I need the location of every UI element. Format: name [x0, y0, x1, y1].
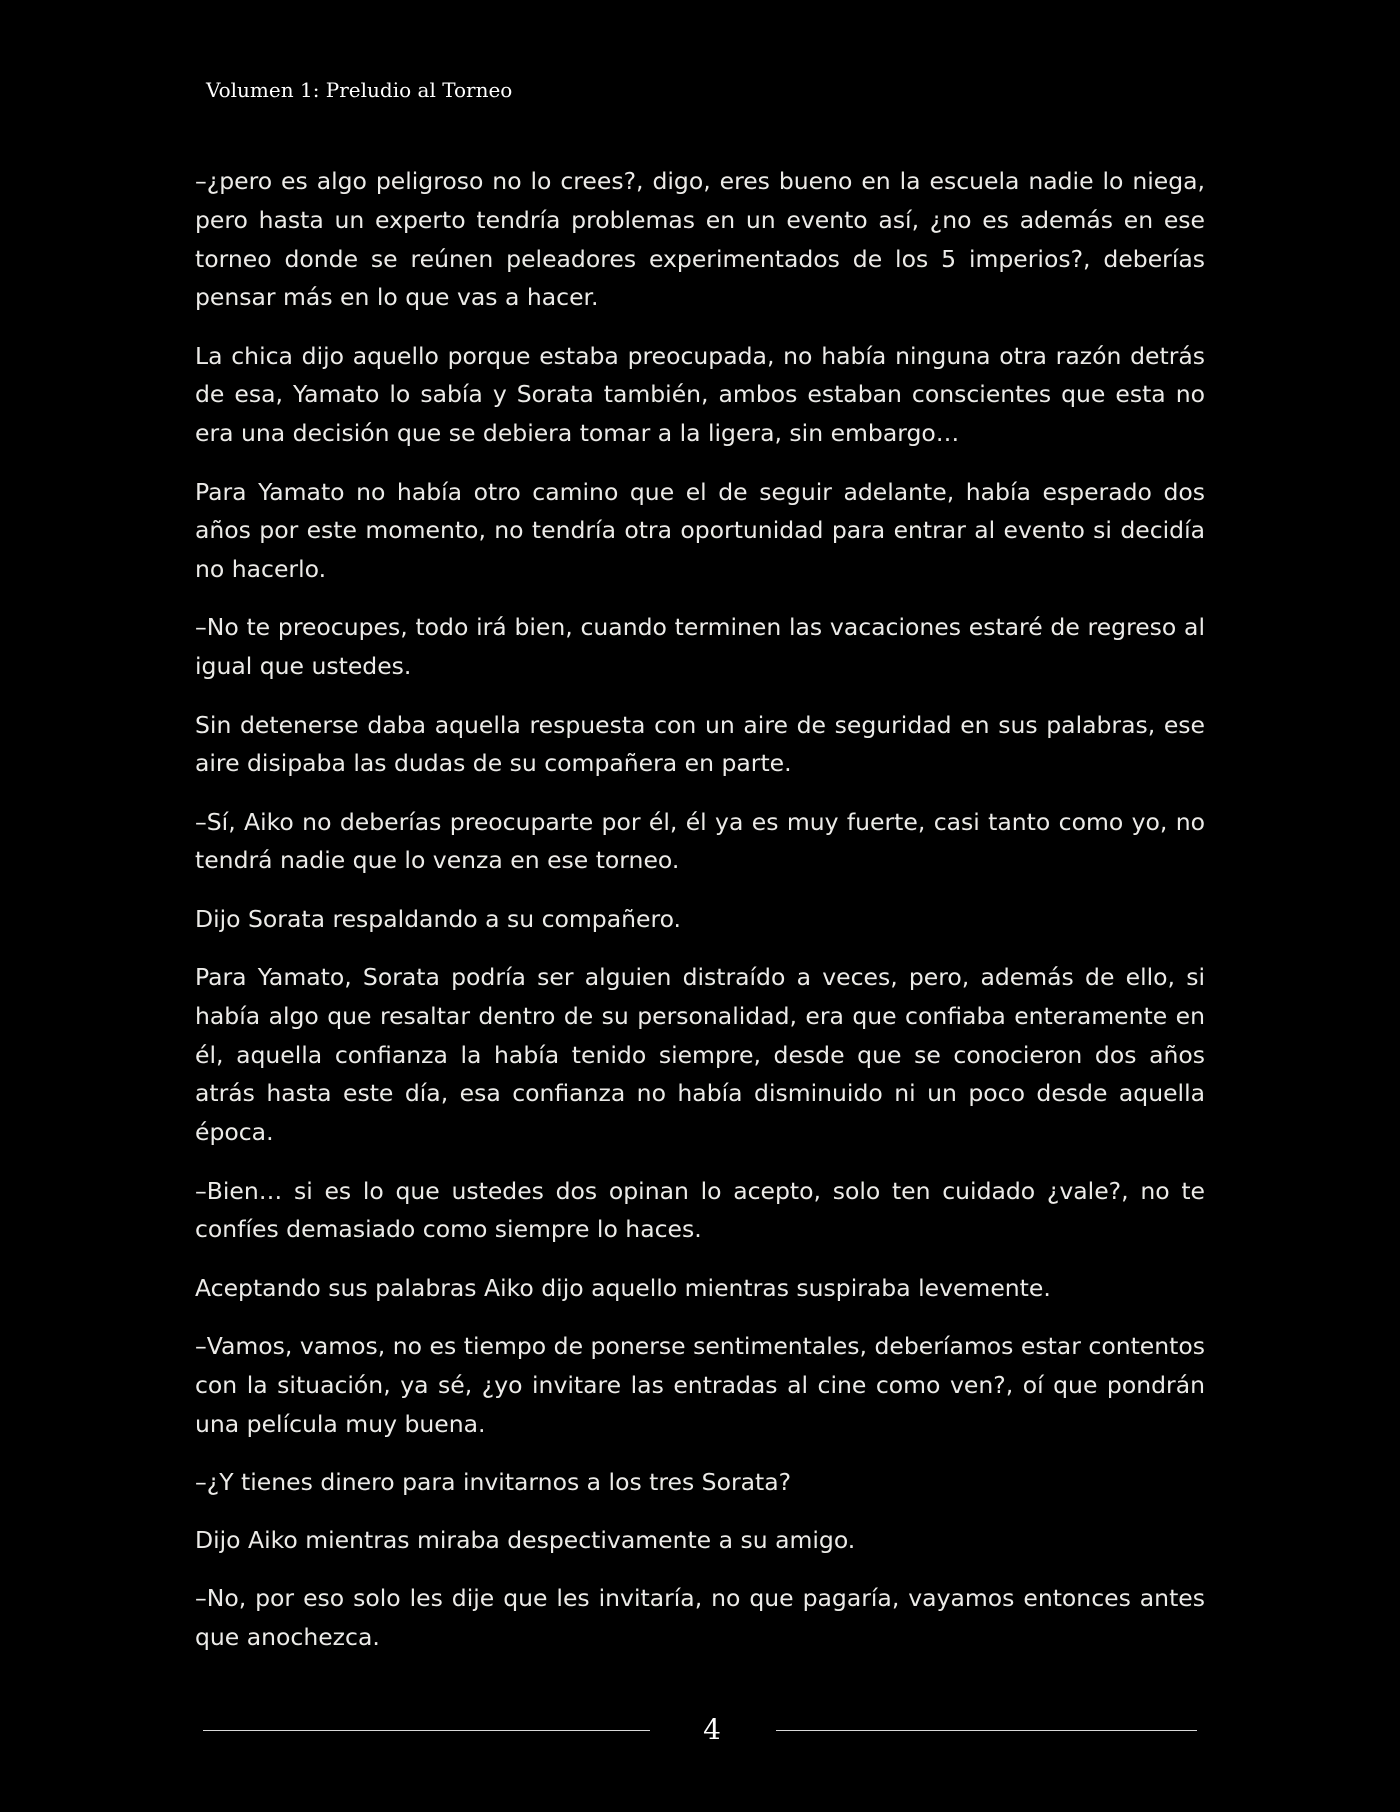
footer-rule-left [203, 1730, 650, 1731]
paragraph: –No, por eso solo les dije que les invitaría, no que pagaría, vayamos entonces antes que anochezca. [195, 1584, 1205, 1652]
paragraph: Para Yamato no había otro camino que el de seguir adelante, había esperado dos años por este momento, no tendría otra oportunidad para entrar al evento si decidía no hacerlo. [195, 477, 1205, 584]
paragraph: Sin detenerse daba aquella respuesta con un aire de seguridad en sus palabras, ese aire disipaba las dudas de su compañera en parte. [195, 710, 1205, 778]
paragraph: –Sí, Aiko no deberías preocuparte por él, él ya es muy fuerte, casi tanto como yo, no tendrá nadie que lo venza en ese torneo. [195, 807, 1205, 875]
paragraph: –No te preocupes, todo irá bien, cuando terminen las vacaciones estaré de regreso al igual que ustedes. [195, 613, 1205, 681]
paragraph: –Bien… si es lo que ustedes dos opinan lo acepto, solo ten cuidado ¿vale?, no te confíes demasiado como siempre lo haces. [195, 1176, 1205, 1244]
paragraph: –Vamos, vamos, no es tiempo de ponerse sentimentales, deberíamos estar contentos con la situación, ya sé, ¿yo invitare las entradas al cine como ven?, oí que pondrán una película muy buena. [195, 1331, 1205, 1438]
paragraph: Dijo Aiko mientras miraba despectivamente a su amigo. [195, 1526, 856, 1555]
paragraph: –¿pero es algo peligroso no lo crees?, digo, eres bueno en la escuela nadie lo niega, pero hasta un experto tendría problemas en un evento así, ¿no es además en ese torneo donde se reúnen peleadores experimentados de los 5 imperios?, deberías pensar más en lo que vas a hacer. [195, 167, 1205, 312]
paragraph: Aceptando sus palabras Aiko dijo aquello mientras suspiraba levemente. [195, 1273, 1051, 1302]
paragraph: Para Yamato, Sorata podría ser alguien distraído a veces, pero, además de ello, si había algo que resaltar dentro de su personalidad, era que confiaba enteramente en él, aquella confianza la había tenido siempre, desde que se conocieron dos años atrás hasta este día, esa confianza no había disminuido ni un poco desde aquella época. [195, 963, 1205, 1147]
page-number: 4 [703, 1713, 721, 1746]
body-text [195, 162, 1205, 1677]
page-footer [0, 1710, 1400, 1750]
paragraph: –¿Y tienes dinero para invitarnos a los tres Sorata? [195, 1467, 792, 1496]
paragraph: Dijo Sorata respaldando a su compañero. [195, 904, 682, 933]
paragraph: La chica dijo aquello porque estaba preocupada, no había ninguna otra razón detrás de esa, Yamato lo sabía y Sorata también, ambos estaban conscientes que esta no era una decisión que se debiera tomar a la ligera, sin embargo… [195, 341, 1205, 448]
footer-rule-right [776, 1730, 1197, 1731]
running-header: Volumen 1: Preludio al Torneo [206, 78, 513, 102]
